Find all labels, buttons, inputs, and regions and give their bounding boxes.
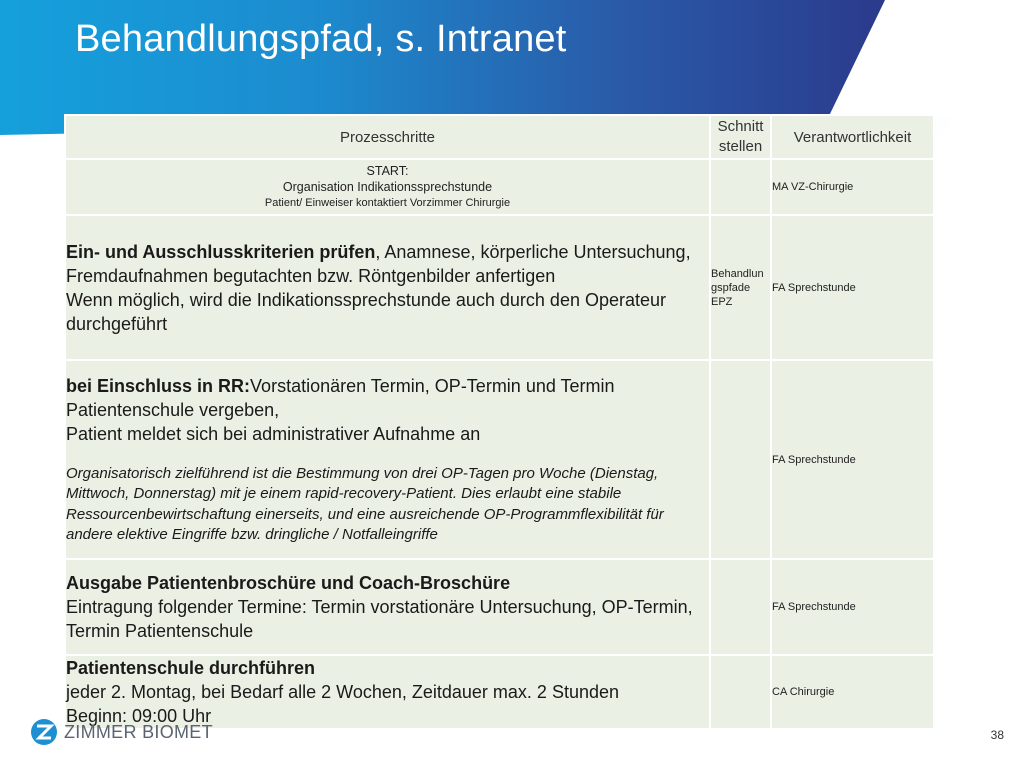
company-logo [30, 718, 213, 746]
step-bold: Ein- und Ausschlusskriterien prüfen [66, 241, 376, 262]
step-text-2: Patient meldet sich bei administrativer Aufnahme an [66, 423, 481, 444]
start-cell [65, 159, 710, 215]
zimmer-biomet-z-icon [30, 718, 58, 746]
interface-cell [710, 559, 771, 655]
responsibility-cell: FA Sprechstunde [771, 360, 934, 559]
header-interfaces-line1: Schnitt [717, 118, 764, 135]
responsibility-cell: CA Chirurgie [771, 655, 934, 729]
table-row [65, 559, 934, 655]
step-text-1: jeder 2. Montag, bei Bedarf alle 2 Wochen, Zeitdauer max. 2 Stunden [66, 682, 619, 702]
table-row-start [65, 159, 934, 215]
table-row [65, 215, 934, 360]
step-bold-line [66, 656, 709, 680]
step-text-1 [66, 374, 709, 422]
interface-line2: gspfade [711, 281, 751, 294]
page-number: 38 [990, 728, 1004, 742]
step-text-2: Wenn möglich, wird die Indikationssprechstunde auch durch den Operateur durchgeführt [66, 289, 667, 334]
step-cell [65, 215, 710, 360]
responsibility-cell: FA Sprechstunde [771, 559, 934, 655]
slide-title: Behandlungspfad, s. Intranet [75, 18, 567, 60]
header-interfaces-line2: stellen [718, 138, 763, 155]
step-cell [65, 559, 710, 655]
interface-line3: EPZ [711, 295, 733, 308]
step-italic-note: Organisatorisch zielführend ist die Bestimmung von drei OP-Tagen pro Woche (Dienstag, Mittwoch, Donnerstag) mit je einem rapid-recovery-Patient. Dies erlaubt eine stabile Ressourcenbewirtschaftung einerseits, und eine ausreichende OP-Programmflexibilität für andere elektive Eingriffe bzw. dringliche / Notfalleingriffe [66, 464, 664, 543]
step-text-2: Beginn: 09:00 Uhr [66, 706, 212, 726]
header-responsibility: Verantwortlichkeit [771, 115, 934, 159]
step-text: , Anamnese, körperliche Untersuchung, Fremdaufnahmen begutachten bzw. Röntgenbilder anfertigen [66, 241, 691, 286]
interface-cell [710, 159, 771, 215]
step-bold: Patientenschule durchführen [66, 658, 316, 678]
responsibility-cell: FA Sprechstunde [771, 215, 934, 360]
interface-cell [710, 360, 771, 559]
start-title: Organisation Indikationssprechstunde [282, 180, 493, 194]
interface-cell [710, 215, 771, 360]
interface-cell [710, 655, 771, 729]
logo-wordmark: ZIMMER BIOMET [64, 721, 213, 742]
interface-line1: Behandlun [711, 267, 764, 280]
step-bold: Ausgabe Patientenbroschüre und Coach-Broschüre [66, 573, 511, 593]
step-text: Vorstationären Termin, OP-Termin und Termin Patientenschule vergeben, [66, 375, 615, 420]
start-label: START: [366, 164, 409, 178]
step-bold: bei Einschluss in RR: [66, 375, 251, 396]
step-cell [65, 360, 710, 559]
table-row [65, 360, 934, 559]
step-bold-line [66, 571, 709, 595]
step-text-1: Eintragung folgender Termine: Termin vorstationäre Untersuchung, OP-Termin, Termin Patientenschule [66, 597, 693, 641]
step-text-1 [66, 240, 709, 288]
header-process-steps: Prozesschritte [65, 115, 710, 159]
table-header-row [65, 115, 934, 159]
header-interfaces [710, 115, 771, 159]
process-table [64, 114, 935, 730]
responsibility-cell: MA VZ-Chirurgie [771, 159, 934, 215]
start-note: Patient/ Einweiser kontaktiert Vorzimmer Chirurgie [264, 197, 511, 209]
